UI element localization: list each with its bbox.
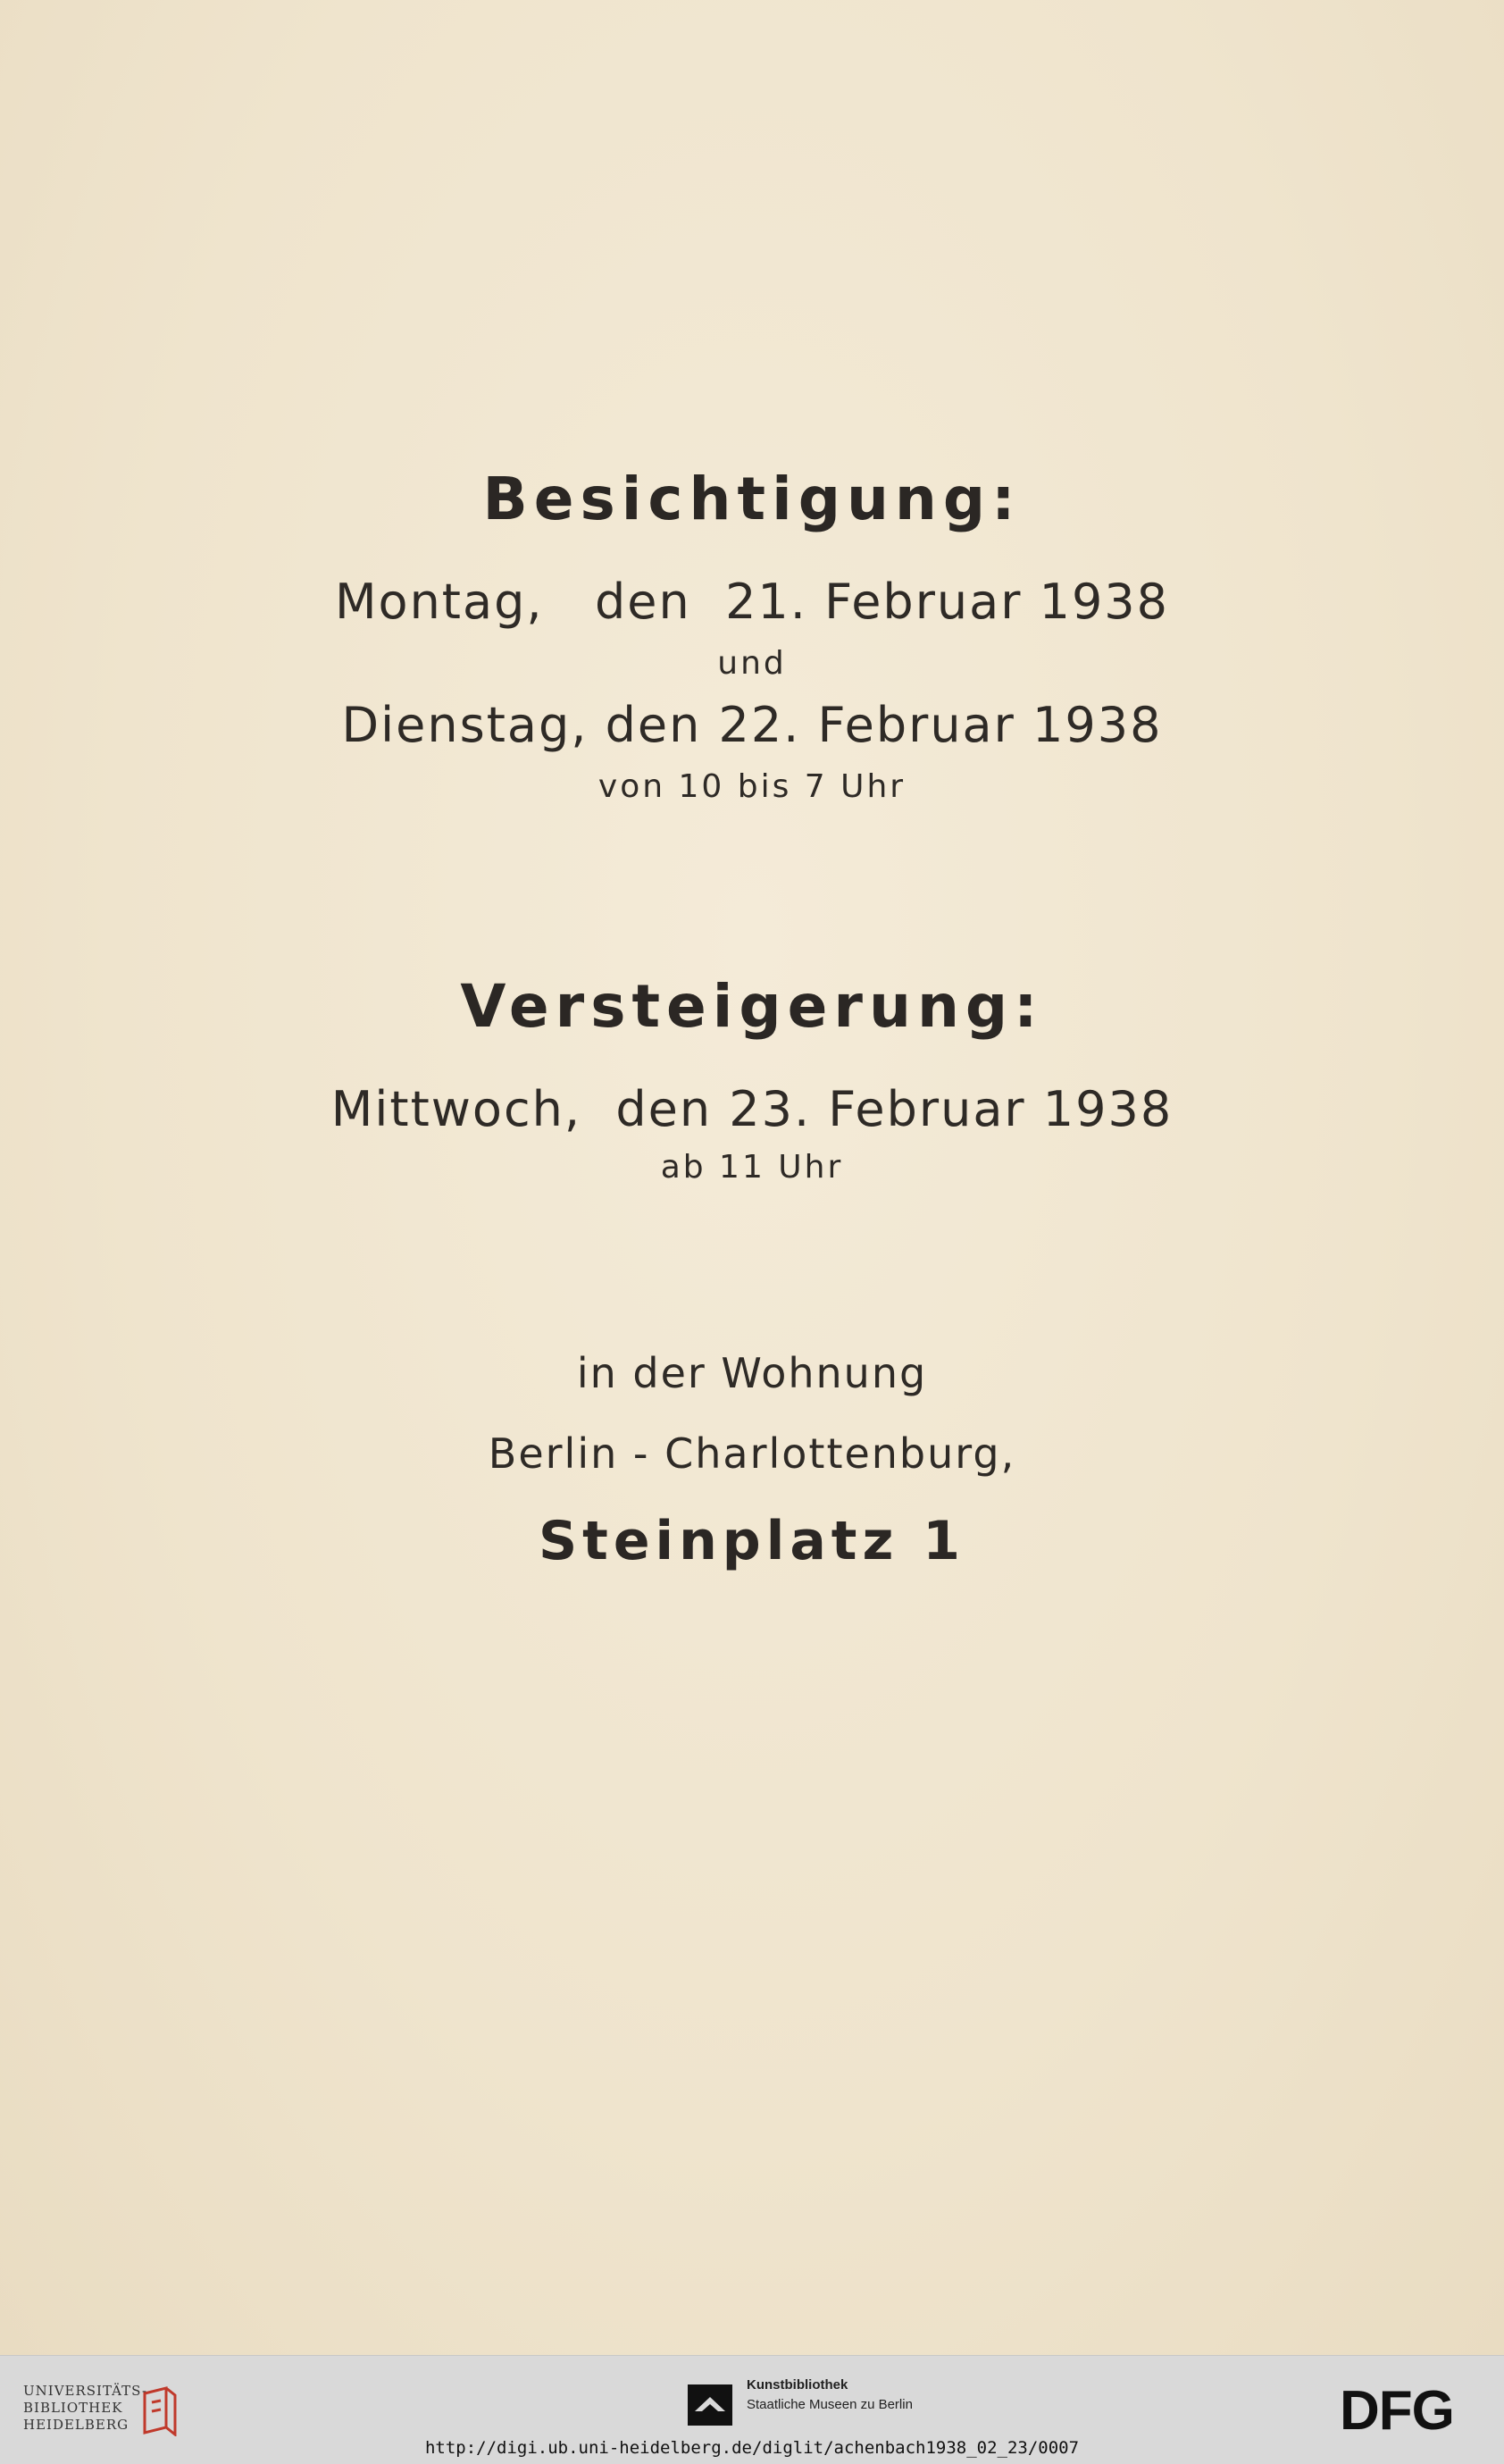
auction-heading: Versteigerung: xyxy=(460,972,1044,1041)
uni-line-3: HEIDELBERG xyxy=(23,2417,130,2433)
kunstbibliothek-subtitle: Staatliche Museen zu Berlin xyxy=(747,2397,913,2412)
dfg-logo[interactable]: DFG xyxy=(1340,2380,1454,2442)
uni-line-1: UNIVERSITÄTS- xyxy=(23,2383,148,2399)
viewing-day-1: Montag, den 21. Februar 1938 xyxy=(334,574,1170,630)
viewing-heading: Besichtigung: xyxy=(482,465,1022,533)
auction-day: Mittwoch, den 23. Februar 1938 xyxy=(330,1081,1174,1137)
viewing-and: und xyxy=(717,645,787,682)
heidelberg-library-logo[interactable] xyxy=(23,2383,202,2436)
kunstbibliothek-eagle-icon xyxy=(688,2384,732,2426)
location-intro: in der Wohnung xyxy=(576,1349,928,1397)
heidelberg-library-wordmark xyxy=(23,2383,147,2434)
kunstbibliothek-title: Kunstbibliothek xyxy=(747,2377,848,2393)
uni-line-2: BIBLIOTHEK xyxy=(23,2400,123,2416)
heidelberg-book-icon xyxy=(139,2384,179,2436)
kunstbibliothek-logo[interactable] xyxy=(688,2376,956,2429)
auction-hours: ab 11 Uhr xyxy=(660,1149,844,1186)
footer-bar xyxy=(0,2355,1504,2464)
viewing-hours: von 10 bis 7 Uhr xyxy=(597,768,907,805)
location-street: Steinplatz 1 xyxy=(538,1510,966,1572)
location-city: Berlin - Charlottenburg, xyxy=(488,1429,1016,1478)
viewing-day-2: Dienstag, den 22. Februar 1938 xyxy=(341,697,1163,753)
permalink-url[interactable]: http://digi.ub.uni-heidelberg.de/diglit/achenbach1938_02_23/0007 xyxy=(424,2438,1080,2458)
